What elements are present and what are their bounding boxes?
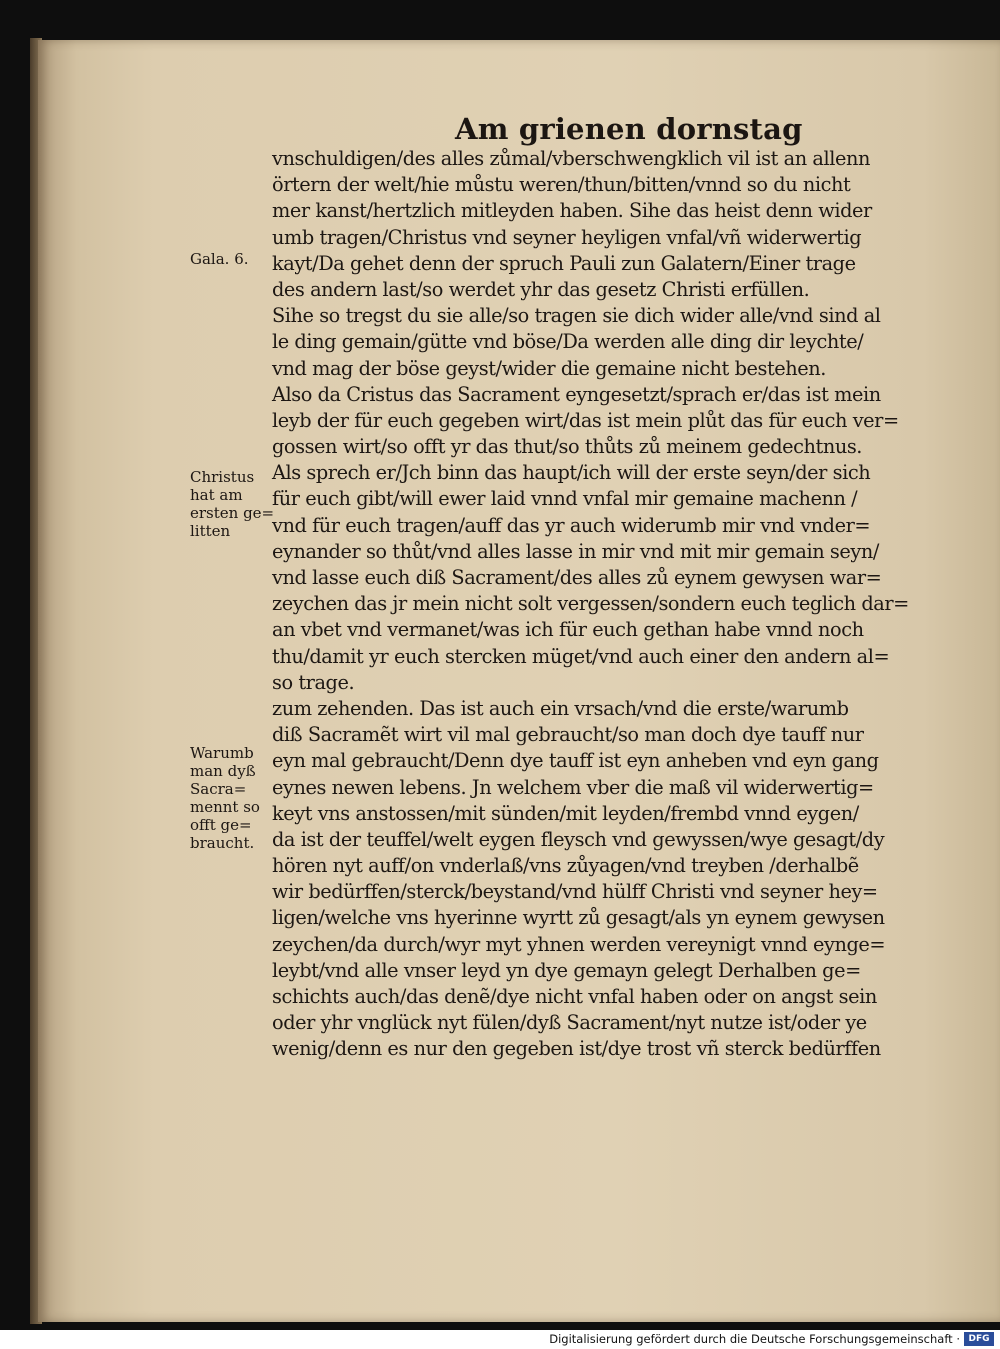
text-line: eynander so thůt/vnd alles lasse in mir vnd mit mir gemain seyn/ [272, 539, 879, 563]
text-line: le ding gemain/gütte vnd böse/Da werden alle ding dir leychte/ [272, 330, 864, 354]
text-line: Also da Cristus das Sacrament eyngesetzt/sprach er/das ist mein [272, 382, 881, 406]
text-line: an vbet vnd vermanet/was ich für euch gethan habe vnnd noch [272, 618, 864, 642]
margin-note-christus [190, 468, 274, 540]
text-line: vnschuldigen/des alles zůmal/vberschwengklich vil ist an allenn [272, 147, 870, 170]
text-line: thu/damit yr euch stercken müget/vnd auch einer den andern al= [272, 644, 890, 668]
margin-note-line: ersten ge= [190, 504, 275, 522]
margin-note-line: mennt so [190, 798, 260, 816]
text-line: umb tragen/Christus vnd seyner heyligen vnfal/vñ widerwertig [272, 225, 862, 249]
text-line: örtern der welt/hie můstu weren/thun/bitten/vnnd so du nicht [272, 173, 851, 197]
text-line: vnd mag der böse geyst/wider die gemaine nicht bestehen. [272, 356, 826, 380]
text-line: eynes newen lebens. Jn welchem vber die maß vil widerwertig= [272, 775, 874, 799]
margin-note-line: hat am [190, 486, 243, 504]
text-line: da ist der teuffel/welt eygen fleysch vnd gewyssen/wye gesagt/dy [272, 827, 885, 851]
text-line: gossen wirt/so offt yr das thut/so thůts zů meinem gedechtnus. [272, 435, 863, 459]
text-line: für euch gibt/will ewer laid vnnd vnfal mir gemaine machenn / [272, 487, 858, 511]
text-line: diß Sacramẽt wirt vil mal gebraucht/so man doch dye tauff nur [272, 723, 864, 747]
text-line: leyb der für euch gegeben wirt/das ist mein plůt das für euch ver= [272, 408, 899, 432]
running-head: Am grienen dornstag [455, 112, 803, 146]
text-line: vnd für euch tragen/auff das yr auch widerumb mir vnd vnder= [272, 513, 871, 537]
text-line: hören nyt auff/on vnderlaß/vns zůyagen/vnd treyben /derhalbẽ [272, 854, 859, 878]
margin-note-line: litten [190, 522, 231, 540]
footer-bar [0, 1330, 1000, 1349]
margin-note-line: Christus [190, 468, 255, 486]
margin-note-line: Warumb [190, 744, 254, 762]
text-line: wenig/denn es nur den gegeben ist/dye trost vñ sterck bedürffen [272, 1037, 881, 1061]
text-line: zeychen/da durch/wyr myt yhnen werden vereynigt vnnd eynge= [272, 932, 886, 956]
text-line: mer kanst/hertzlich mitleyden haben. Sihe das heist denn wider [272, 199, 872, 223]
text-line: zeychen das jr mein nicht solt vergessen/sondern euch teglich dar= [272, 592, 909, 616]
text-line: schichts auch/das denẽ/dye nicht vnfal haben oder on angst sein [272, 985, 877, 1008]
footer-credit: Digitalisierung gefördert durch die Deutsche Forschungsgemeinschaft · [549, 1332, 960, 1346]
text-line: oder yhr vnglück nyt fülen/dyß Sacrament/nyt nutze ist/oder ye [272, 1011, 867, 1035]
text-line: leybt/vnd alle vnser leyd yn dye gemayn gelegt Derhalben ge= [272, 958, 861, 982]
margin-note-line: offt ge= [190, 816, 252, 834]
text-line: Sihe so tregst du sie alle/so tragen sie dich wider alle/vnd sind al [272, 304, 881, 328]
text-line: so trage. [272, 670, 355, 694]
margin-note-warumb [190, 744, 260, 852]
body-text [272, 146, 938, 1063]
margin-note-line: braucht. [190, 834, 255, 852]
text-line: vnd lasse euch diß Sacrament/des alles zů eynem gewysen war= [272, 566, 882, 589]
text-line: eyn mal gebraucht/Denn dye tauff ist eyn anheben vnd eyn gang [272, 749, 879, 773]
text-line: Als sprech er/Jch binn das haupt/ich will der erste seyn/der sich [272, 461, 871, 485]
margin-note-line: man dyß [190, 762, 256, 780]
text-line: zum zehenden. Das ist auch ein vrsach/vnd die erste/warumb [272, 696, 849, 720]
margin-note-gala: Gala. 6. [190, 250, 249, 268]
text-line: wir bedürffen/sterck/beystand/vnd hülff Christi vnd seyner hey= [272, 880, 878, 904]
margin-note-line: Sacra= [190, 780, 247, 798]
text-line: des andern last/so werdet yhr das gesetz Christi erfüllen. [272, 277, 810, 301]
text-line: kayt/Da gehet denn der spruch Pauli zun Galatern/Einer trage [272, 251, 856, 275]
dfg-logo: DFG [964, 1332, 994, 1346]
text-line: keyt vns anstossen/mit sünden/mit leyden/frembd vnnd eygen/ [272, 801, 859, 825]
text-line: ligen/welche vns hyerinne wyrtt zů gesagt/als yn eynem gewysen [272, 906, 885, 930]
